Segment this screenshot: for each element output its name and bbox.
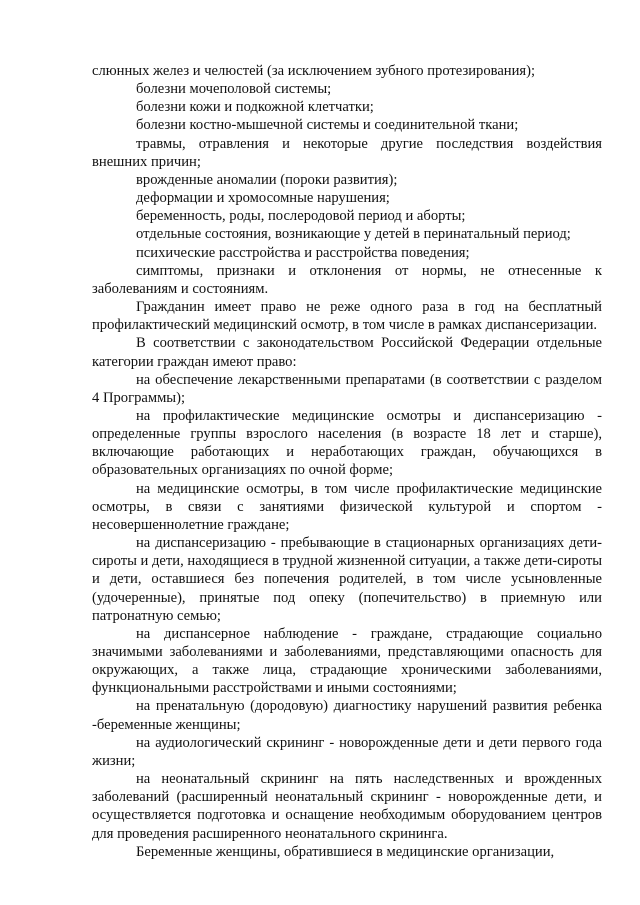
document-body [92, 62, 602, 861]
right-preventive-exams: на профилактические медицинские осмотры и диспансеризацию - определенные группы взрослого населения (в возрасте 18 лет и старше), включающие работающих и неработающих граждан, обучающихся в образовательных организациях по очной форме; [92, 407, 602, 479]
list-item-injuries: травмы, отравления и некоторые другие последствия воздействия внешних причин; [92, 135, 602, 170]
right-neonatal-screening: на неонатальный скрининг на пять наследственных и врожденных заболеваний (расширенный неонатальный скрининг - новорожденные дети, и осуществляется подготовка и оснащение необходимым оборудованием центров для проведения расширенного неонатального скрининга. [92, 771, 602, 842]
list-item-genitourinary: болезни мочеполовой системы; [136, 81, 332, 98]
list-item-perinatal: отдельные состояния, возникающие у детей в перинатальный период; [136, 226, 571, 243]
right-prenatal-diagnostics: на пренатальную (дородовую) диагностику нарушений развития ребенка -беременные женщины; [92, 698, 602, 733]
paragraph-pregnant-women: Беременные женщины, обратившиеся в медицинские организации, [136, 843, 555, 860]
list-item-congenital: врожденные аномалии (пороки развития); [136, 171, 398, 188]
right-medical-exams-sport: на медицинские осмотры, в том числе профилактические медицинские осмотры, в связи с занятиями физической культурой и спортом - несовершеннолетние граждане; [92, 480, 602, 533]
paragraph-categories-intro: В соответствии с законодательством Российской Федерации отдельные категории граждан имеют право: [92, 335, 602, 370]
right-dispensary-observation: на диспансерное наблюдение - граждане, страдающие социально значимыми заболеваниями и заболеваниями, представляющими опасность для окружающих, а также лица, страдающие хроническими заболеваниями, функциональными расстройствами и иными состояниями; [92, 625, 602, 697]
list-item-mental: психические расстройства и расстройства поведения; [136, 244, 470, 261]
list-item-pregnancy: беременность, роды, послеродовой период и аборты; [136, 208, 466, 225]
list-item-symptoms: симптомы, признаки и отклонения от нормы, не отнесенные к заболеваниям и состояниям. [92, 262, 602, 297]
list-item-chromosomal: деформации и хромосомные нарушения; [136, 190, 390, 207]
right-audiological-screening: на аудиологический скрининг - новорожденные дети и дети первого года жизни; [92, 734, 602, 769]
list-item-skin: болезни кожи и подкожной клетчатки; [136, 99, 374, 116]
paragraph-continuation: слюнных желез и челюстей (за исключением зубного протезирования); [92, 63, 536, 79]
right-medication: на обеспечение лекарственными препаратами (в соответствии с разделом 4 Программы); [92, 371, 602, 406]
paragraph-annual-checkup: Гражданин имеет право не реже одного раза в год на бесплатный профилактический медицинский осмотр, в том числе в рамках диспансеризации. [92, 299, 602, 334]
right-dispensarization-orphans: на диспансеризацию - пребывающие в стационарных организациях дети-сироты и дети, находящиеся в трудной жизненной ситуации, а также дети-сироты и дети, оставшиеся без попечения родителей, в том числе усыновленные (удочеренные), принятые под опеку (попечительство) в приемную или патронатную семью; [92, 535, 602, 624]
list-item-musculoskeletal: болезни костно-мышечной системы и соединительной ткани; [136, 117, 519, 134]
